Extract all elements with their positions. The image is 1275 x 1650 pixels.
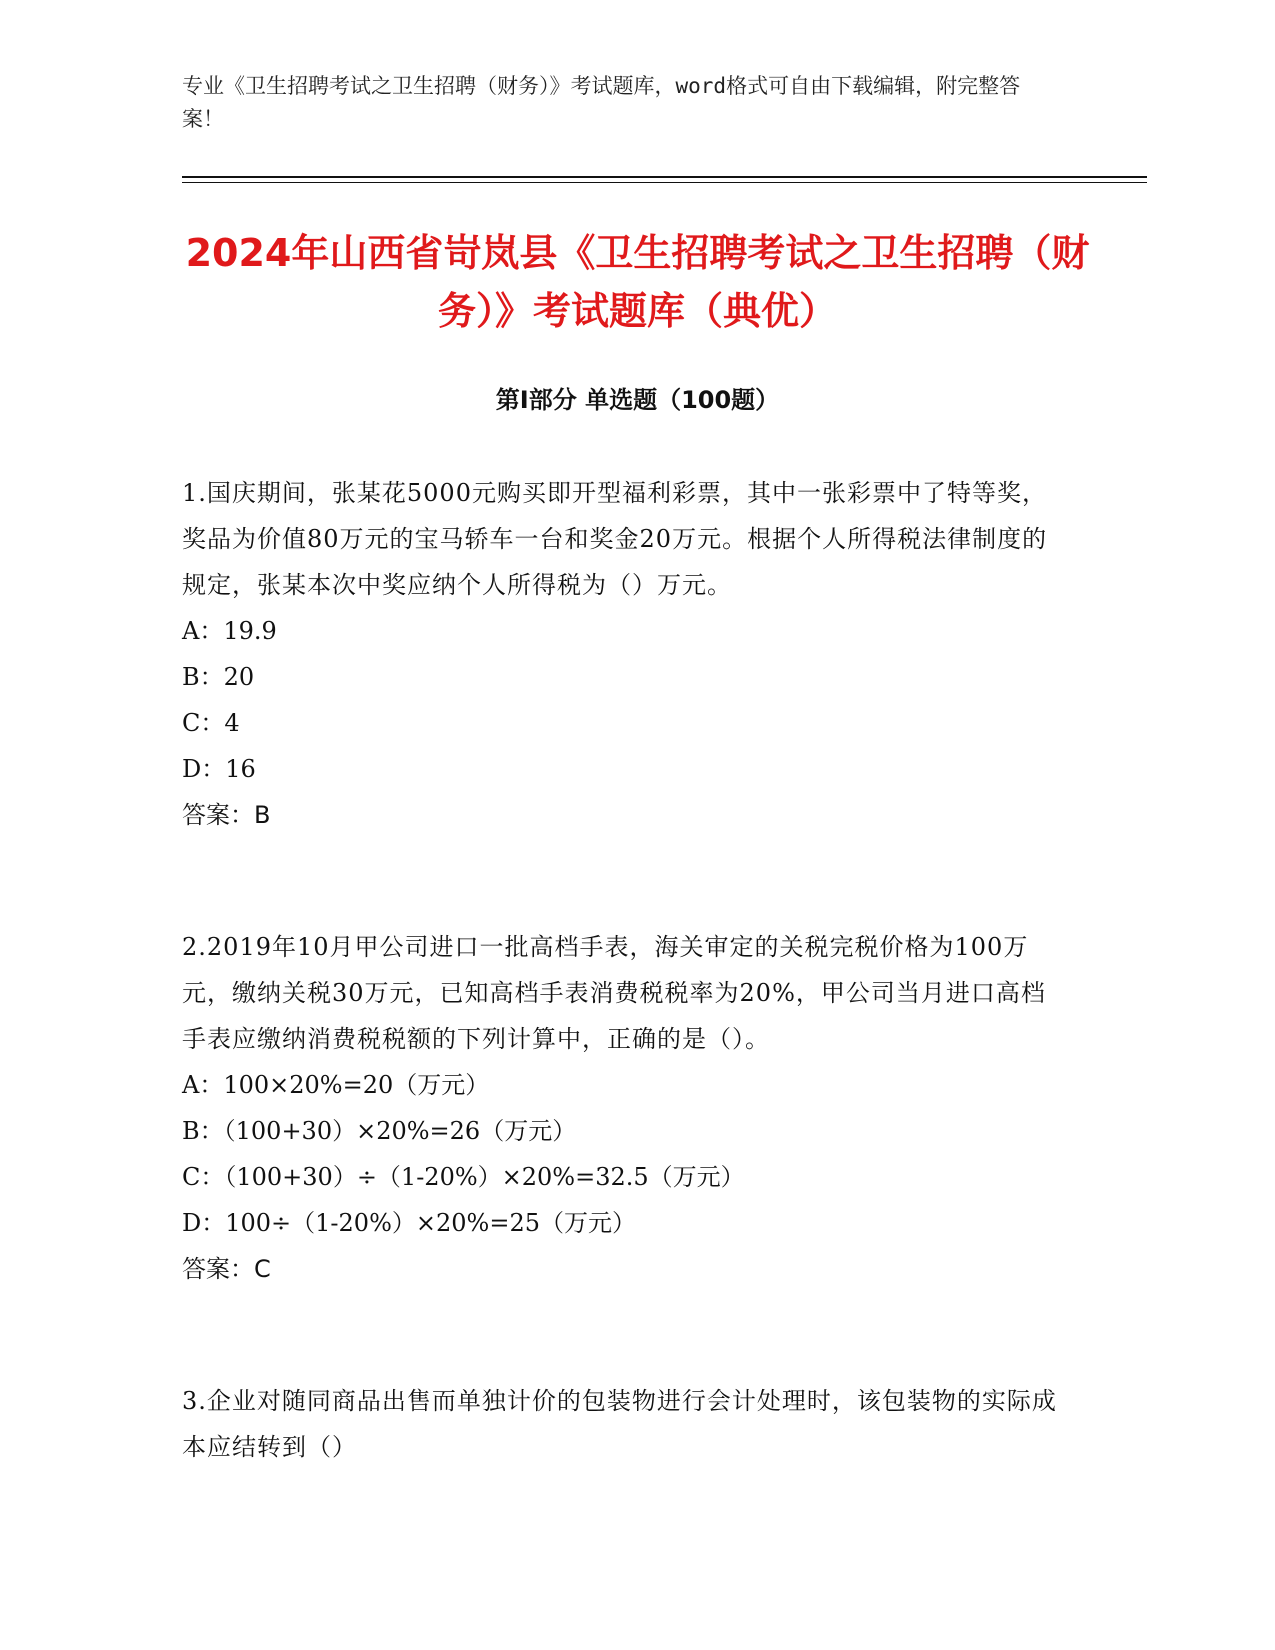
answer: 答案：B: [182, 801, 271, 829]
option-d: D：16: [182, 755, 256, 783]
header-divider-thick: [182, 176, 1147, 178]
header-divider-thin: [182, 182, 1147, 183]
option-c: C：（100+30）÷（1-20%）×20%=32.5（万元）: [182, 1163, 745, 1191]
option-b: B：（100+30）×20%=26（万元）: [182, 1117, 577, 1145]
option-d: D：100÷（1-20%）×20%=25（万元）: [182, 1209, 636, 1237]
question-stem: 1.国庆期间，张某花5000元购买即开型福利彩票，其中一张彩票中了特等奖，奖品为价值80万元的宝马轿车一台和奖金20万元。根据个人所得税法律制度的规定，张某本次中奖应纳个人所得税为（）万元。: [182, 479, 1048, 599]
answer: 答案：C: [182, 1255, 271, 1283]
question-stem: 2.2019年10月甲公司进口一批高档手表，海关审定的关税完税价格为100万元，缴纳关税30万元，已知高档手表消费税税率为20%，甲公司当月进口高档手表应缴纳消费税税额的下列计算中，正确的是（）。: [182, 933, 1046, 1053]
option-b: B：20: [182, 663, 255, 691]
question-stem: 3.企业对随同商品出售而单独计价的包装物进行会计处理时，该包装物的实际成本应结转到（）: [182, 1387, 1057, 1461]
question-3: [182, 1378, 1067, 1470]
option-a: A：19.9: [182, 617, 277, 645]
header-note: 专业《卫生招聘考试之卫生招聘（财务）》考试题库，word格式可自由下载编辑，附完整答案！: [182, 74, 1021, 131]
option-c: C：4: [182, 709, 240, 737]
document-title: 2024年山西省岢岚县《卫生招聘考试之卫生招聘（财务）》考试题库（典优）: [185, 231, 1090, 333]
section-title: 第Ⅰ部分 单选题（100题）: [495, 386, 780, 414]
question-1: [182, 470, 1067, 838]
option-a: A：100×20%=20（万元）: [182, 1071, 490, 1099]
question-2: [182, 924, 1067, 1292]
